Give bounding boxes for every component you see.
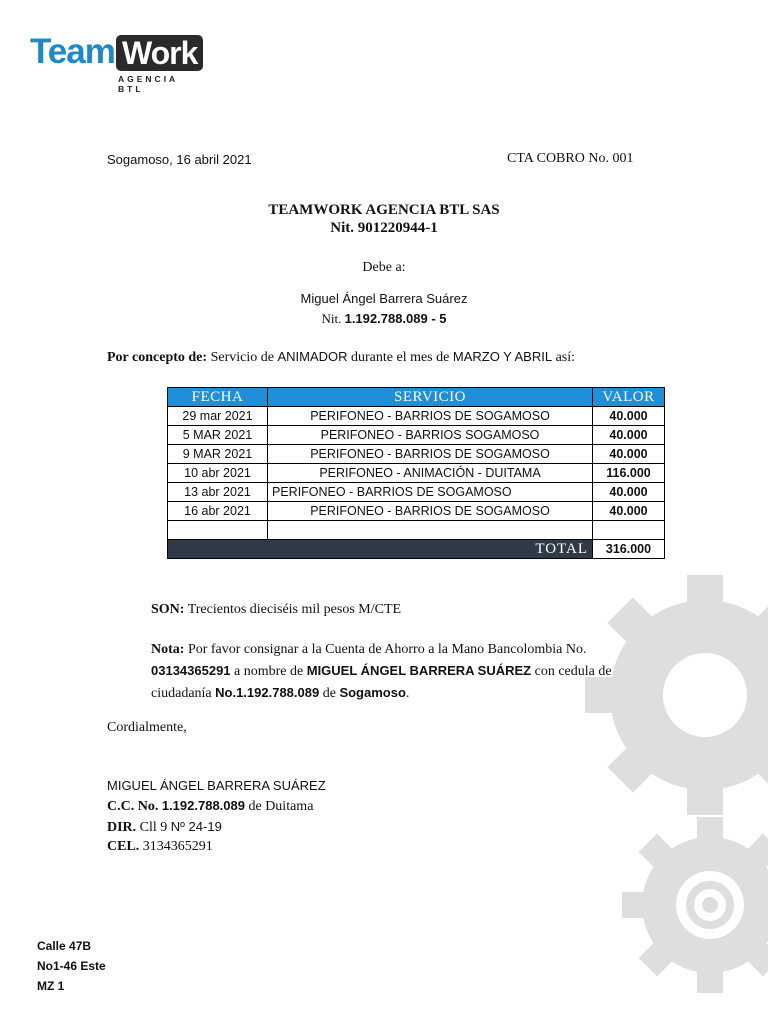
cell-fecha: 29 mar 2021 xyxy=(168,407,268,426)
header-valor: VALOR xyxy=(593,388,665,407)
signature-cc-label: C.C. No. xyxy=(107,799,159,814)
signature-dir-label: DIR. xyxy=(107,820,137,835)
company-nit: Nit. 901220944-1 xyxy=(330,220,438,236)
table-row xyxy=(168,483,665,502)
logo-word-team: Team xyxy=(30,32,115,71)
cell-valor: 40.000 xyxy=(593,483,665,502)
total-label: TOTAL xyxy=(168,540,593,559)
header-fecha: FECHA xyxy=(168,388,268,407)
nota-account: 03134365291 xyxy=(151,663,231,678)
son-line xyxy=(151,602,401,618)
son-text: Trecientos dieciséis mil pesos M/CTE xyxy=(187,602,402,617)
nota-label: Nota: xyxy=(151,642,185,657)
cell-valor xyxy=(593,521,665,540)
payee-nit-value: 1.192.788.089 - 5 xyxy=(344,311,447,326)
items-table xyxy=(167,387,665,559)
table-row xyxy=(168,426,665,445)
nota-line2a: a nombre de xyxy=(234,664,304,679)
cell-valor: 40.000 xyxy=(593,407,665,426)
table-row xyxy=(168,502,665,521)
cell-fecha: 9 MAR 2021 xyxy=(168,445,268,464)
cell-servicio: PERIFONEO - BARRIOS DE SOGAMOSO xyxy=(268,407,593,426)
payee-nit-label: Nit. xyxy=(321,311,342,326)
closing: Cordialmente, xyxy=(107,720,187,735)
cell-fecha xyxy=(168,521,268,540)
cell-valor: 40.000 xyxy=(593,502,665,521)
cell-fecha: 5 MAR 2021 xyxy=(168,426,268,445)
table-row xyxy=(168,521,665,540)
logo-subtitle: AGENCIA BTL xyxy=(118,74,178,94)
footer-address xyxy=(37,936,106,996)
nota-line2b: con cedula de xyxy=(534,664,612,679)
nota-line3b: de xyxy=(322,686,336,701)
cell-servicio: PERIFONEO - BARRIOS DE SOGAMOSO xyxy=(268,483,593,502)
concepto-line xyxy=(107,349,575,366)
signature-dir xyxy=(107,819,222,836)
concepto-months: MARZO Y ABRIL xyxy=(452,349,553,364)
cell-servicio xyxy=(268,521,593,540)
nota-cedula: No.1.192.788.089 xyxy=(215,685,320,700)
signature-cel xyxy=(107,839,213,855)
cell-servicio: PERIFONEO - ANIMACIÓN - DUITAMA xyxy=(268,464,593,483)
nota-line3c: . xyxy=(405,686,410,701)
signature-cc-city: de Duitama xyxy=(248,799,314,814)
teamwork-logo xyxy=(30,32,202,94)
company-name: TEAMWORK AGENCIA BTL SAS xyxy=(268,202,500,218)
cell-valor: 40.000 xyxy=(593,445,665,464)
footer-address-line: No1-46 Este xyxy=(37,959,106,973)
total-value: 316.000 xyxy=(593,540,665,559)
debe-a-label: Debe a: xyxy=(362,260,406,275)
signature-cc-value: 1.192.788.089 xyxy=(161,798,245,813)
cell-servicio: PERIFONEO - BARRIOS DE SOGAMOSO xyxy=(268,502,593,521)
cell-servicio: PERIFONEO - BARRIOS DE SOGAMOSO xyxy=(268,445,593,464)
table-header-row xyxy=(168,388,665,407)
cta-cobro-number: CTA COBRO No. 001 xyxy=(507,151,634,166)
table-row xyxy=(168,407,665,426)
table-row xyxy=(168,445,665,464)
cell-valor: 116.000 xyxy=(593,464,665,483)
signature-cel-value: 3134365291 xyxy=(142,839,213,854)
nota-holder: MIGUEL ÁNGEL BARRERA SUÁREZ xyxy=(306,663,532,678)
logo-word-work: Work xyxy=(122,35,198,71)
cell-servicio: PERIFONEO - BARRIOS SOGAMOSO xyxy=(268,426,593,445)
concepto-role: ANIMADOR xyxy=(277,349,348,364)
concepto-text3: así: xyxy=(555,350,576,365)
nota-line1: Por favor consignar a la Cuenta de Ahorro a la Mano Bancolombia No. xyxy=(187,642,587,657)
concepto-text2: durante el mes de xyxy=(351,350,450,365)
cell-fecha: 10 abr 2021 xyxy=(168,464,268,483)
nota-line3a: ciudadanía xyxy=(151,686,212,701)
signature-cel-label: CEL. xyxy=(107,839,140,854)
footer-address-line: Calle 47B xyxy=(37,939,92,953)
logo-work-box xyxy=(116,35,203,71)
concepto-text1: Servicio de xyxy=(210,350,274,365)
place-date: Sogamoso, 16 abril 2021 xyxy=(107,152,252,167)
son-label: SON: xyxy=(151,602,185,617)
table-row xyxy=(168,464,665,483)
cell-fecha: 16 abr 2021 xyxy=(168,502,268,521)
signature-name: MIGUEL ÁNGEL BARRERA SUÁREZ xyxy=(107,778,326,793)
nota-block xyxy=(151,639,631,704)
footer-address-line: MZ 1 xyxy=(37,979,65,993)
signature-cc xyxy=(107,798,313,815)
signature-dir-b: Nº 24-19 xyxy=(170,819,222,834)
header-servicio: SERVICIO xyxy=(268,388,593,407)
nota-city: Sogamoso xyxy=(339,685,406,700)
concepto-label: Por concepto de: xyxy=(107,350,208,365)
total-row xyxy=(168,540,665,559)
signature-dir-a: Cll 9 xyxy=(139,820,168,835)
cell-fecha: 13 abr 2021 xyxy=(168,483,268,502)
cell-valor: 40.000 xyxy=(593,426,665,445)
payee-name: Miguel Ángel Barrera Suárez xyxy=(300,291,468,306)
payee-nit xyxy=(0,311,768,327)
